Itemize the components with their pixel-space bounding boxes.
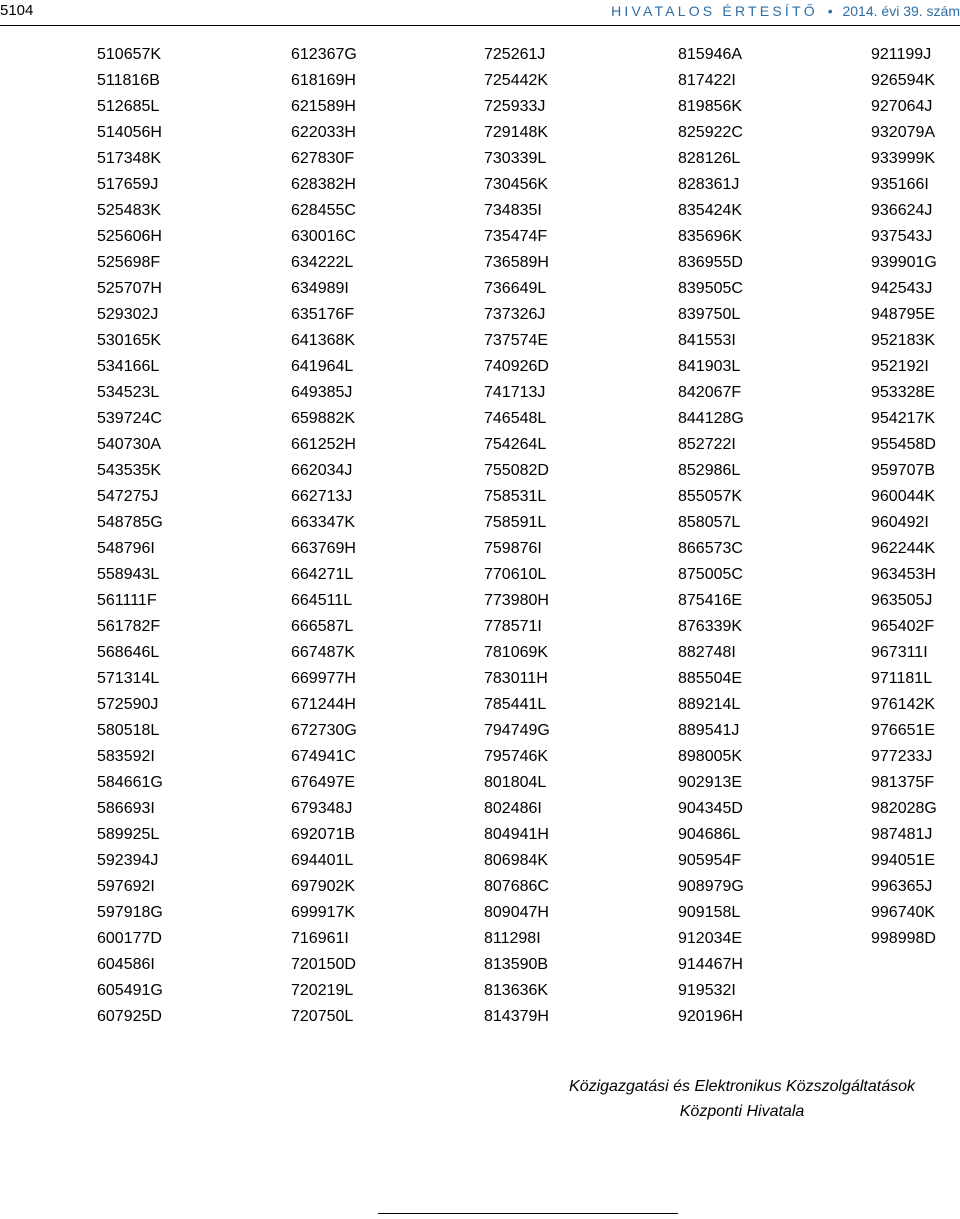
- page-number: 5104: [0, 2, 34, 19]
- list-item: 920196H: [678, 1008, 743, 1025]
- list-item: 982028G: [871, 800, 937, 817]
- list-item: 597692I: [97, 878, 155, 895]
- list-item: 802486I: [484, 800, 542, 817]
- list-item: 529302J: [97, 306, 159, 323]
- list-item: 737574E: [484, 332, 549, 349]
- list-item: 971181L: [871, 670, 933, 687]
- list-item: 814379H: [484, 1008, 549, 1025]
- list-item: 746548L: [484, 410, 547, 427]
- list-item: 912034E: [678, 930, 743, 947]
- list-item: 996740K: [871, 904, 936, 921]
- list-item: 875005C: [678, 566, 743, 583]
- list-item: 628382H: [291, 176, 356, 193]
- masthead: [611, 1, 960, 21]
- list-item: 998998D: [871, 930, 936, 947]
- list-item: 741713J: [484, 384, 546, 401]
- list-item: 963505J: [871, 592, 933, 609]
- list-item: 622033H: [291, 124, 356, 141]
- list-item: 605491G: [97, 982, 163, 999]
- list-item: 679348J: [291, 800, 353, 817]
- list-item: 759876I: [484, 540, 542, 557]
- list-item: 807686C: [484, 878, 549, 895]
- list-item: 547275J: [97, 488, 159, 505]
- list-item: 729148K: [484, 124, 549, 141]
- list-item: 584661G: [97, 774, 163, 791]
- list-item: 628455C: [291, 202, 356, 219]
- list-item: 641964L: [291, 358, 354, 375]
- page-header: [0, 0, 960, 26]
- publication-title: HIVATALOS ÉRTESÍTŐ: [611, 3, 818, 19]
- list-item: 525606H: [97, 228, 162, 245]
- list-item: 525698F: [97, 254, 161, 271]
- list-item: 770610L: [484, 566, 547, 583]
- list-item: 819856K: [678, 98, 743, 115]
- list-item: 921199J: [871, 46, 932, 63]
- list-item: 866573C: [678, 540, 743, 557]
- list-item: 967311I: [871, 644, 928, 661]
- list-item: 875416E: [678, 592, 743, 609]
- list-item: 905954F: [678, 852, 742, 869]
- list-item: 634222L: [291, 254, 354, 271]
- list-item: 600177D: [97, 930, 162, 947]
- list-item: 659882K: [291, 410, 356, 427]
- list-item: 720219L: [291, 982, 354, 999]
- list-item: 621589H: [291, 98, 356, 115]
- list-item: 540730A: [97, 436, 162, 453]
- list-item: 996365J: [871, 878, 933, 895]
- list-item: 937543J: [871, 228, 933, 245]
- list-item: 795746K: [484, 748, 549, 765]
- list-item: 952192I: [871, 358, 929, 375]
- list-item: 804941H: [484, 826, 549, 843]
- list-item: 936624J: [871, 202, 933, 219]
- list-item: 836955D: [678, 254, 743, 271]
- list-item: 977233J: [871, 748, 933, 765]
- list-item: 548785G: [97, 514, 163, 531]
- list-item: 697902K: [291, 878, 356, 895]
- list-item: 889214L: [678, 696, 741, 713]
- list-item: 517348K: [97, 150, 162, 167]
- issuer-line-1: Közigazgatási és Elektronikus Közszolgáltatások: [569, 1078, 915, 1095]
- footer-rule: [378, 1213, 678, 1214]
- list-item: 960044K: [871, 488, 936, 505]
- list-item: 939901G: [871, 254, 937, 271]
- list-item: 948795E: [871, 306, 936, 323]
- list-item: 730456K: [484, 176, 549, 193]
- header-rule: [0, 25, 960, 26]
- list-item: 904345D: [678, 800, 743, 817]
- list-item: 976651E: [871, 722, 936, 739]
- list-item: 607925D: [97, 1008, 162, 1025]
- list-item: 669977H: [291, 670, 356, 687]
- list-item: 844128G: [678, 410, 744, 427]
- list-item: 716961I: [291, 930, 349, 947]
- list-item: 942543J: [871, 280, 933, 297]
- list-item: 882748I: [678, 644, 736, 661]
- list-item: 755082D: [484, 462, 549, 479]
- list-item: 885504E: [678, 670, 743, 687]
- list-item: 572590J: [97, 696, 159, 713]
- list-item: 801804L: [484, 774, 547, 791]
- list-item: 672730G: [291, 722, 357, 739]
- list-item: 725261J: [484, 46, 546, 63]
- list-item: 725442K: [484, 72, 549, 89]
- code-column-5: [871, 42, 960, 952]
- list-item: 627830F: [291, 150, 355, 167]
- list-item: 839750L: [678, 306, 741, 323]
- list-item: 876339K: [678, 618, 743, 635]
- list-item: 692071B: [291, 826, 356, 843]
- list-item: 954217K: [871, 410, 936, 427]
- list-item: 543535K: [97, 462, 162, 479]
- list-item: 783011H: [484, 670, 548, 687]
- list-item: 561782F: [97, 618, 161, 635]
- list-item: 758591L: [484, 514, 547, 531]
- list-item: 539724C: [97, 410, 162, 427]
- list-item: 976142K: [871, 696, 936, 713]
- list-item: 994051E: [871, 852, 936, 869]
- list-item: 558943L: [97, 566, 160, 583]
- list-item: 914467H: [678, 956, 743, 973]
- list-item: 674941C: [291, 748, 356, 765]
- list-item: 981375F: [871, 774, 935, 791]
- list-item: 662713J: [291, 488, 353, 505]
- list-item: 662034J: [291, 462, 353, 479]
- list-item: 534523L: [97, 384, 160, 401]
- list-item: 904686L: [678, 826, 741, 843]
- issuer-line-2: Központi Hivatala: [679, 1103, 805, 1120]
- list-item: 935166I: [871, 176, 929, 193]
- list-item: 664271L: [291, 566, 354, 583]
- list-item: 666587L: [291, 618, 354, 635]
- list-item: 671244H: [291, 696, 356, 713]
- list-item: 919532I: [678, 982, 736, 999]
- code-column-3: [484, 42, 604, 1030]
- list-item: 661252H: [291, 436, 356, 453]
- list-item: 612367G: [291, 46, 357, 63]
- list-item: 806984K: [484, 852, 549, 869]
- list-item: 592394J: [97, 852, 159, 869]
- list-item: 740926D: [484, 358, 549, 375]
- list-item: 962244K: [871, 540, 936, 557]
- list-item: 667487K: [291, 644, 356, 661]
- list-item: 825922C: [678, 124, 743, 141]
- list-item: 960492I: [871, 514, 929, 531]
- list-item: 635176F: [291, 306, 355, 323]
- list-item: 815946A: [678, 46, 743, 63]
- list-item: 811298I: [484, 930, 541, 947]
- list-item: 512685L: [97, 98, 160, 115]
- list-item: 604586I: [97, 956, 155, 973]
- list-item: 649385J: [291, 384, 353, 401]
- list-item: 909158L: [678, 904, 741, 921]
- list-item: 778571I: [484, 618, 542, 635]
- list-item: 634989I: [291, 280, 349, 297]
- list-item: 809047H: [484, 904, 549, 921]
- list-item: 517659J: [97, 176, 159, 193]
- list-item: 568646L: [97, 644, 160, 661]
- list-item: 730339L: [484, 150, 547, 167]
- list-item: 987481J: [871, 826, 933, 843]
- list-item: 955458D: [871, 436, 936, 453]
- list-item: 926594K: [871, 72, 936, 89]
- list-item: 618169H: [291, 72, 356, 89]
- list-item: 734835I: [484, 202, 542, 219]
- list-item: 641368K: [291, 332, 356, 349]
- list-item: 932079A: [871, 124, 936, 141]
- list-item: 898005K: [678, 748, 743, 765]
- list-item: 511816B: [97, 72, 160, 89]
- list-item: 754264L: [484, 436, 547, 453]
- code-column-2: [291, 42, 411, 1030]
- list-item: 835424K: [678, 202, 743, 219]
- list-item: 858057L: [678, 514, 741, 531]
- list-item: 813590B: [484, 956, 549, 973]
- list-item: 794749G: [484, 722, 550, 739]
- list-item: 963453H: [871, 566, 936, 583]
- list-item: 736589H: [484, 254, 549, 271]
- list-item: 965402F: [871, 618, 935, 635]
- list-item: 737326J: [484, 306, 546, 323]
- list-item: 855057K: [678, 488, 743, 505]
- list-item: 927064J: [871, 98, 933, 115]
- list-item: 902913E: [678, 774, 743, 791]
- list-item: 589925L: [97, 826, 160, 843]
- list-item: 785441L: [484, 696, 547, 713]
- list-item: 736649L: [484, 280, 547, 297]
- issuer-signature: [569, 1074, 915, 1124]
- list-item: 586693I: [97, 800, 155, 817]
- list-item: 852722I: [678, 436, 736, 453]
- list-item: 694401L: [291, 852, 354, 869]
- list-item: 530165K: [97, 332, 162, 349]
- list-item: 720750L: [291, 1008, 354, 1025]
- list-item: 959707B: [871, 462, 936, 479]
- list-item: 510657K: [97, 46, 162, 63]
- list-item: 664511L: [291, 592, 353, 609]
- code-column-1: [97, 42, 217, 1030]
- list-item: 908979G: [678, 878, 744, 895]
- list-item: 561111F: [97, 592, 157, 609]
- list-item: 597918G: [97, 904, 163, 921]
- list-item: 841903L: [678, 358, 741, 375]
- list-item: 842067F: [678, 384, 742, 401]
- list-item: 813636K: [484, 982, 549, 999]
- list-item: 676497E: [291, 774, 356, 791]
- list-item: 781069K: [484, 644, 549, 661]
- list-item: 839505C: [678, 280, 743, 297]
- list-item: 773980H: [484, 592, 549, 609]
- issue-label: 2014. évi 39. szám: [842, 3, 960, 19]
- list-item: 952183K: [871, 332, 936, 349]
- list-item: 841553I: [678, 332, 736, 349]
- list-item: 525707H: [97, 280, 162, 297]
- list-item: 835696K: [678, 228, 743, 245]
- list-item: 933999K: [871, 150, 936, 167]
- list-item: 580518L: [97, 722, 160, 739]
- list-item: 817422I: [678, 72, 736, 89]
- list-item: 534166L: [97, 358, 160, 375]
- list-item: 720150D: [291, 956, 356, 973]
- list-item: 889541J: [678, 722, 740, 739]
- list-item: 663769H: [291, 540, 356, 557]
- list-item: 583592I: [97, 748, 155, 765]
- list-item: 630016C: [291, 228, 356, 245]
- list-item: 663347K: [291, 514, 356, 531]
- list-item: 571314L: [97, 670, 160, 687]
- list-item: 852986L: [678, 462, 741, 479]
- list-item: 735474F: [484, 228, 548, 245]
- list-item: 699917K: [291, 904, 356, 921]
- list-item: 525483K: [97, 202, 162, 219]
- list-item: 514056H: [97, 124, 162, 141]
- bullet-separator: •: [827, 3, 833, 19]
- list-item: 828361J: [678, 176, 740, 193]
- list-item: 828126L: [678, 150, 741, 167]
- list-item: 953328E: [871, 384, 936, 401]
- list-item: 758531L: [484, 488, 547, 505]
- list-item: 548796I: [97, 540, 155, 557]
- list-item: 725933J: [484, 98, 546, 115]
- code-column-4: [678, 42, 798, 1030]
